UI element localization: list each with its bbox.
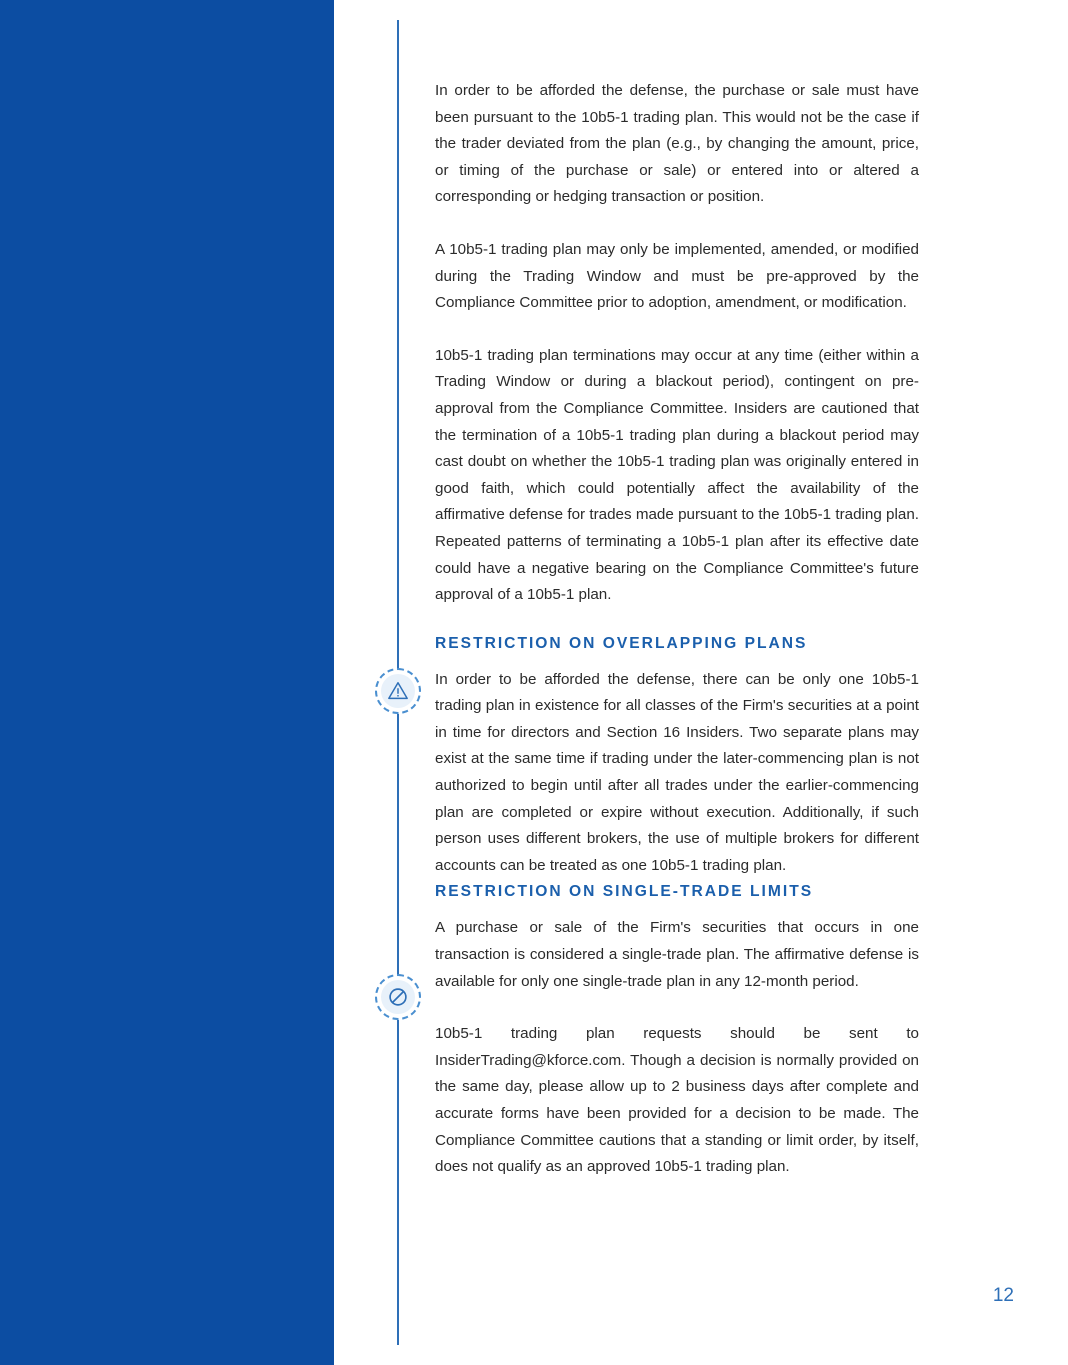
prohibited-circle-icon [375,974,421,1020]
paragraph: In order to be afforded the defense, the purchase or sale must have been pursuant to the 10b5-1 trading plan. This would not be the case if the trader deviated from the plan (e.g., by changing the amount, price, or timing of the purchase or sale) or entered into or altered a corresponding or hedging transaction or position. [435,82,919,206]
page-content-column [435,78,919,1181]
page-number: 12 [992,1285,1014,1306]
warning-triangle-icon-inner [381,674,415,708]
warning-triangle-icon [375,668,421,714]
section-overlapping-plans [435,635,919,880]
paragraph: A purchase or sale of the Firm's securities that occurs in one transaction is considered a single-trade plan. The affirmative defense is available for only one single-trade plan in any 12-month period. [435,919,919,990]
section-heading: RESTRICTION ON OVERLAPPING PLANS [435,634,808,652]
paragraph: In order to be afforded the defense, there can be only one 10b5-1 trading plan in existence for all classes of the Firm's securities at a point in time for directors and Section 16 Insiders. Two separate plans may exist at the same time if trading under the later-commencing plan is not authorized to begin until after all trades under the earlier-commencing plan are completed or expire without execution. Additionally, if such person uses different brokers, the use of multiple brokers for different accounts can be treated as one 10b5-1 trading plan. [435,670,919,874]
paragraph: A 10b5-1 trading plan may only be implemented, amended, or modified during the Trading Window and must be pre-approved by the Compliance Committee prior to adoption, amendment, or modification. [435,240,919,312]
paragraph: 10b5-1 trading plan terminations may occur at any time (either within a Trading Window or during a blackout period), contingent on pre-approval from the Compliance Committee. Insiders are cautioned that the termination of a 10b5-1 trading plan during a blackout period may cast doubt on whether the 10b5-1 trading plan was originally entered in good faith, which could potentially affect the availability of the affirmative defense for trades made pursuant to the 10b5-1 trading plan. Repeated patterns of terminating a 10b5-1 plan after its effective date could have a negative bearing on the Compliance Committee's future approval of a 10b5-1 plan. [435,346,919,604]
section-heading: RESTRICTION ON SINGLE-TRADE LIMITS [435,883,814,901]
paragraph: 10b5-1 trading plan requests should be sent to InsiderTrading@kforce.com. Though a decision is normally provided on the same day, please allow up to 2 business days after complete and accurate forms have been provided for a decision to be made. The Compliance Committee cautions that a standing or limit order, by itself, does not qualify as an approved 10b5-1 trading plan. [435,1025,919,1176]
prohibited-circle-icon-inner [381,980,415,1014]
section-single-trade-limits [435,883,919,1180]
left-color-band [0,0,334,1365]
